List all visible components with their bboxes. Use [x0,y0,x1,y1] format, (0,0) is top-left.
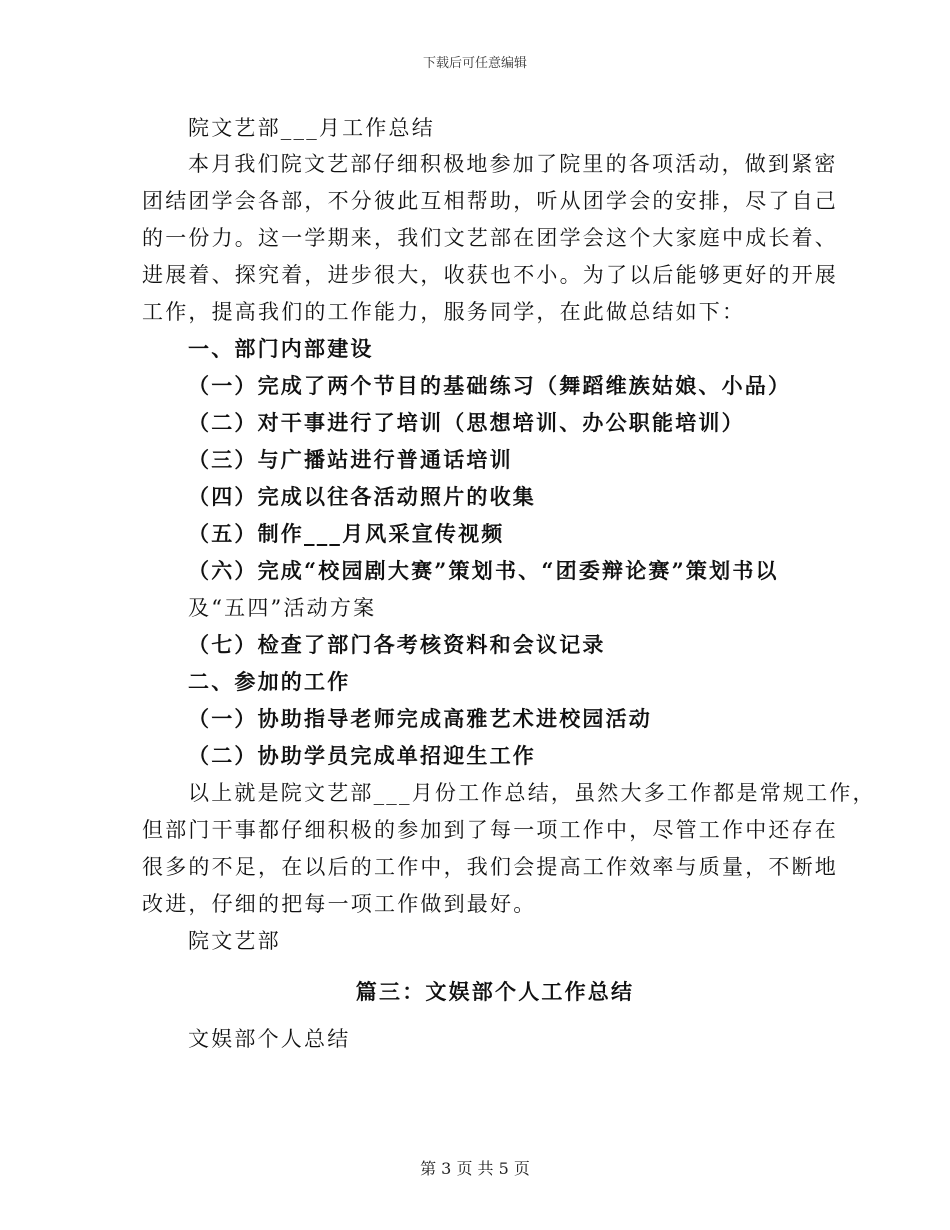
list-item: （一）协助指导老师完成高雅艺术进校园活动 [188,706,652,731]
list-item: （七）检查了部门各考核资料和会议记录 [188,632,606,657]
list-item: （六）完成“校园剧大赛”策划书、“团委辩论赛”策划书以 [188,558,779,583]
intro-line: 工作，提高我们的工作能力，服务同学，在此做总结如下： [142,300,746,324]
intro-line: 的一份力。这一学期来，我们文艺部在团学会这个大家庭中成长着、 [142,226,838,250]
list-item: （三）与广播站进行普通话培训 [188,447,513,472]
list-item: （四）完成以往各活动照片的收集 [188,484,536,509]
closing-line: 但部门干事都仔细积极的参加到了每一项工作中，尽管工作中还存在 [142,818,838,842]
section-heading: 一、部门内部建设 [188,336,374,361]
intro-line: 团结团学会各部，不分彼此互相帮助，听从团学会的安排，尽了自己 [142,189,838,213]
closing-line: 以上就是院文艺部___月份工作总结，虽然大多工作都是常规工作， [188,781,876,805]
closing-line: 改进，仔细的把每一项工作做到最好。 [142,892,537,916]
section-heading: 二、参加的工作 [188,669,351,694]
intro-line: 进展着、探究着，进步很大，收获也不小。为了以后能够更好的开展 [142,263,838,287]
list-item: （一）完成了两个节目的基础练习（舞蹈维族姑娘、小品） [188,373,792,398]
signature: 院文艺部 [188,929,281,953]
page-header: 下载后可任意编辑 [422,56,527,71]
closing-line: 很多的不足，在以后的工作中，我们会提高工作效率与质量，不断地 [142,855,838,879]
list-item: （五）制作___月风采宣传视频 [188,521,505,546]
list-item-continuation: 及“五四”活动方案 [188,596,377,620]
document-title: 院文艺部___月工作总结 [188,116,435,140]
page-footer: 第 3 页 共 5 页 [420,1159,530,1178]
list-item: （二）协助学员完成单招迎生工作 [188,743,536,768]
intro-line: 本月我们院文艺部仔细积极地参加了院里的各项活动，做到紧密 [188,152,838,176]
list-item: （二）对干事进行了培训（思想培训、办公职能培训） [188,410,745,435]
part-heading: 篇三：文娱部个人工作总结 [355,979,635,1004]
part-subtitle: 文娱部个人总结 [188,1027,351,1051]
